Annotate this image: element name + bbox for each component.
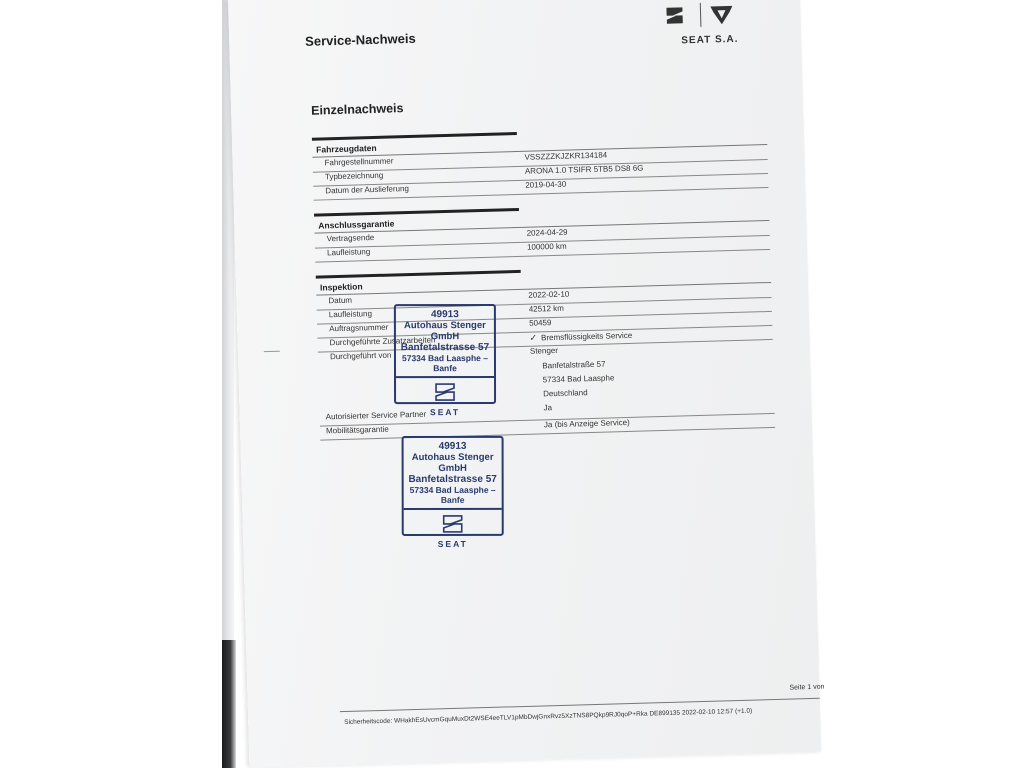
row-label: Vertragsende xyxy=(326,233,375,244)
stamp-brand: SEAT xyxy=(430,407,461,418)
checkmark-icon: ✓ xyxy=(529,332,538,343)
row-label: Laufleistung xyxy=(328,309,373,320)
dealer-stamp xyxy=(394,304,496,418)
divider xyxy=(264,351,280,352)
row-label: Datum xyxy=(328,295,353,306)
stamp-city: 57334 Bad Laasphe – Banfe xyxy=(401,353,488,374)
stamp-city: 57334 Bad Laasphe – Banfe xyxy=(409,484,496,505)
row-value: 2024-04-29 xyxy=(526,227,568,238)
seat-logo-icon xyxy=(434,383,456,401)
row-label: Autorisierter Service Partner xyxy=(325,409,427,422)
row-label: Fahrgestellnummer xyxy=(324,156,394,168)
stamp-company: Autohaus Stenger GmbH xyxy=(404,320,486,343)
stamp-street: Banfetalstrasse 57 xyxy=(408,473,497,485)
vehicle-data-section xyxy=(312,125,767,196)
row-value: 100000 km xyxy=(526,241,567,252)
address-country: Deutschland xyxy=(542,388,588,399)
row-label: Durchgeführt von xyxy=(329,350,392,362)
section-divider xyxy=(314,208,519,217)
background-right xyxy=(800,0,1024,768)
row-label: Laufleistung xyxy=(326,247,371,258)
stamp-number: 49913 xyxy=(438,440,467,452)
stamp-separator xyxy=(404,508,502,510)
row-label: Datum der Auslieferung xyxy=(325,184,410,196)
extra-work-text: Bremsflüssigkeits Service xyxy=(540,330,633,343)
stamp-street: Banfetalstrasse 57 xyxy=(400,342,490,354)
address-street: Banfetalstraße 57 xyxy=(542,359,606,371)
row-label: Mobilitätsgarantie xyxy=(325,424,389,436)
row-label: Auftragsnummer xyxy=(329,322,389,334)
row-label: Typbezeichnung xyxy=(324,170,384,182)
service-document-page xyxy=(228,0,825,768)
stamp-company: Autohaus Stenger GmbH xyxy=(411,451,494,474)
row-value: 2019-04-30 xyxy=(525,179,567,190)
warranty-section xyxy=(314,201,769,258)
seat-cupra-logo-icon xyxy=(666,1,767,56)
row-value: 42512 km xyxy=(528,303,565,314)
row-value: ARONA 1.0 TSIFR 5TB5 DS8 6G xyxy=(524,163,644,176)
section-heading: Fahrzeugdaten xyxy=(316,142,377,155)
section-subtitle: Einzelnachweis xyxy=(310,101,404,118)
row-value: Ja (bis Anzeige Service) xyxy=(543,417,630,430)
seat-logo-icon xyxy=(442,515,464,533)
stamp-brand: SEAT xyxy=(437,538,468,549)
dark-surface xyxy=(222,640,236,768)
stamp-separator xyxy=(396,376,494,378)
partner-value: Ja xyxy=(543,403,553,413)
row-value: Stenger xyxy=(529,345,559,356)
security-code: Sicherheitscode: WHakhEsUvcmGquMuxDt2WSE4eeTLV1pMbDwjGnxRvz5XzTNS8PQkp9RJ0qoP+Rka DE899135 2022-02-10 12:57 (+1.0) xyxy=(344,707,753,727)
section-divider xyxy=(312,132,517,141)
row-value: 50459 xyxy=(529,318,552,328)
row-value: VSSZZZKJZKR134184 xyxy=(524,150,608,162)
document-title: Service-Nachweis xyxy=(304,30,416,49)
row-value xyxy=(529,330,632,344)
section-heading: Inspektion xyxy=(319,281,363,293)
brand-name: SEAT S.A. xyxy=(681,33,739,47)
stamp-number: 49913 xyxy=(430,309,459,321)
section-divider xyxy=(316,270,521,279)
dealer-stamp xyxy=(402,436,504,549)
section-heading: Anschlussgarantie xyxy=(318,218,395,231)
row-value: 2022-02-10 xyxy=(528,289,570,300)
row-label: Durchgeführte Zusatzarbeiten xyxy=(329,335,436,348)
page-number: Seite 1 von xyxy=(789,683,825,692)
address-city: 57334 Bad Laasphe xyxy=(542,373,615,385)
